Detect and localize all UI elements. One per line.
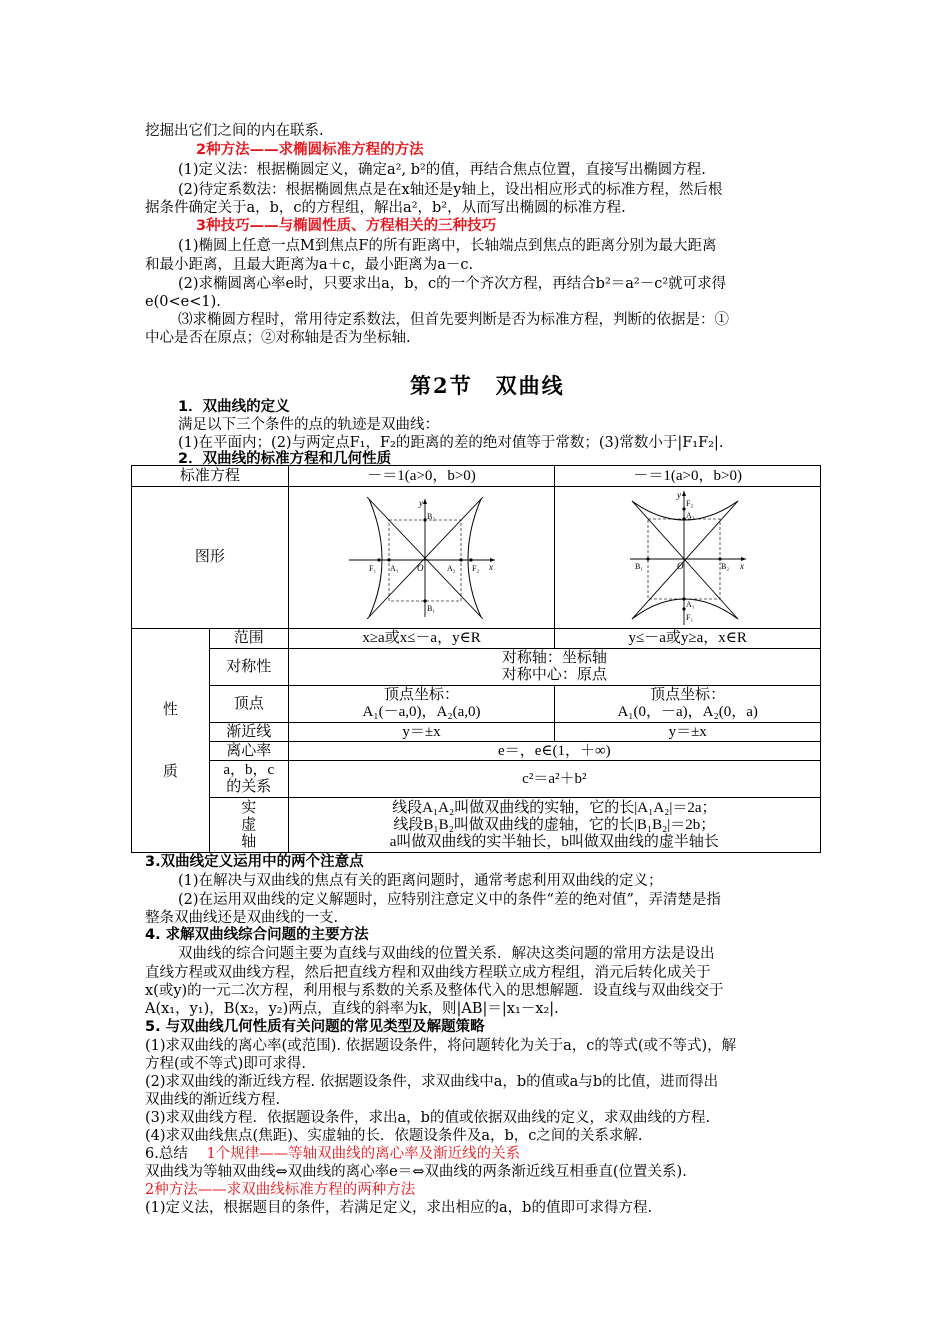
point-label: A₂ — [446, 563, 456, 573]
table-cell-text: 对称中心：原点 — [501, 667, 607, 683]
methods-heading: 2种方法——求双曲线标准方程的两种方法 — [145, 1182, 416, 1198]
table-cell-text: a叫做双曲线的实半轴长，b叫做双曲线的虚半轴长 — [389, 833, 719, 850]
heading-methods: 2种方法——求椭圆标准方程的方法 — [196, 142, 424, 158]
table-cell: x≥a或x≤－a，y∈R — [288, 629, 555, 649]
figure-cell-vertical — [555, 487, 821, 629]
point-label: F₁ — [685, 612, 693, 622]
point-label: B₂ — [720, 561, 729, 571]
table-cell-properties — [132, 629, 210, 853]
heading-tricks: 3种技巧——与椭圆性质、方程相关的三种技巧 — [196, 218, 497, 234]
heading-notes: 3.双曲线定义运用中的两个注意点 — [145, 854, 364, 870]
text-line: (4)求双曲线焦点(焦距)、实虚轴的长．依题设条件及a，b，c之间的关系求解. — [145, 1128, 643, 1144]
table-cell-vertex-1 — [288, 686, 555, 723]
table-cell: 范围 — [209, 629, 288, 649]
axis-label-x: x — [488, 561, 493, 572]
text-line: (2)待定系数法：根据椭圆焦点是在x轴还是y轴上，设出相应形式的标准方程，然后根 — [178, 182, 723, 198]
point-label: F₁ — [368, 563, 376, 573]
table-cell-text: 顶点坐标： — [384, 687, 460, 703]
table-cell: 对称性 — [209, 649, 288, 686]
table-cell: 顶点 — [209, 686, 288, 723]
text-line: 双曲线的综合问题主要为直线与双曲线的位置关系．解决这类问题的常用方法是设出 — [178, 946, 715, 962]
heading-properties: 2．双曲线的标准方程和几何性质 — [178, 451, 392, 467]
section-title: 第2节 双曲线 — [410, 373, 565, 398]
table-cell-text: 质 — [162, 763, 178, 780]
text-line: e(0<e<1). — [145, 294, 221, 310]
text-line: 直线方程或双曲线方程，然后把直线方程和双曲线方程联立成方程组，消元后转化成关于 — [145, 965, 711, 981]
table-cell-relation — [209, 761, 288, 798]
hyperbola-horizontal-figure — [347, 497, 497, 619]
point-label: B₁ — [634, 561, 643, 571]
text-line: (1)在解决与双曲线的焦点有关的距离问题时，通常考虑利用双曲线的定义； — [178, 873, 663, 889]
text-line: (1)椭圆上任意一点M到焦点F的所有距离中，长轴端点到焦点的距离分别为最大距离 — [178, 238, 717, 254]
text-line: 中心是否在原点；②对称轴是否为坐标轴. — [145, 330, 411, 346]
table-cell: y＝±x — [288, 723, 555, 742]
rule-heading: 1个规律——等轴双曲线的离心率及渐近线的关系 — [206, 1146, 521, 1162]
point-label: O — [676, 560, 684, 571]
text-line: 挖掘出它们之间的内在联系. — [145, 123, 324, 139]
table-cell: c²＝a²＋b² — [288, 761, 820, 798]
table-cell-text: 的关系 — [226, 779, 272, 795]
text-line: 和最小距离，且最大距离为a＋c，最小距离为a－c. — [145, 257, 474, 273]
table-cell-text: A₁(0，－a)，A₂(0，a) — [617, 704, 758, 720]
axis-label-x: x — [739, 560, 744, 571]
point-label: A₁ — [685, 599, 695, 609]
table-cell: 离心率 — [209, 742, 288, 761]
text-line: (3)求双曲线方程．依据题设条件，求出a，b的值或依据双曲线的定义，求双曲线的方程. — [145, 1110, 711, 1126]
text-line: (2)在运用双曲线的定义解题时，应特别注意定义中的条件“差的绝对值”，弄清楚是指 — [178, 892, 721, 908]
text-line: x(或y)的一元二次方程，利用根与系数的关系及整体代入的思想解题．设直线与双曲线交于 — [145, 983, 724, 999]
table-cell-text: 实 — [241, 799, 257, 816]
table-cell-text: 虚 — [241, 816, 257, 833]
table-cell-text: 轴 — [241, 833, 257, 850]
table-cell-axes — [209, 798, 288, 853]
text-line: 双曲线为等轴双曲线⇔双曲线的离心率e＝⇔双曲线的两条渐近线互相垂直(位置关系). — [145, 1164, 687, 1180]
heading-strategies: 5. 与双曲线几何性质有关问题的常见类型及解题策略 — [145, 1019, 485, 1035]
properties-table — [131, 465, 821, 853]
table-cell: y＝±x — [555, 723, 821, 742]
text-line: 整条双曲线还是双曲线的一支. — [145, 910, 339, 926]
table-cell-text: a，b，c — [223, 762, 275, 778]
text-line: (1)定义法，根据题目的条件，若满足定义，求出相应的a，b的值即可求得方程. — [145, 1200, 653, 1216]
heading-methods-hyperbola: 4. 求解双曲线综合问题的主要方法 — [145, 927, 369, 943]
text-line: (1)求双曲线的离心率(或范围). 依据题设条件，将问题转化为关于a，c的等式(或不等式)，解 — [145, 1038, 737, 1054]
point-label: B₂ — [426, 511, 435, 521]
point-label: A₂ — [685, 510, 695, 520]
table-cell: －＝1(a>0，b>0) — [288, 466, 555, 487]
table-cell-vertex-2 — [555, 686, 821, 723]
text-line: (1)定义法：根据椭圆定义，确定a², b²的值，再结合焦点位置，直接写出椭圆方程. — [178, 162, 706, 178]
text-line: 双曲线的渐近线方程. — [145, 1092, 281, 1108]
figure-cell-horizontal — [288, 487, 555, 629]
axis-label-y: y — [676, 489, 681, 500]
text-line: (1)在平面内；(2)与两定点F₁，F₂的距离的差的绝对值等于常数；(3)常数小于|F₁F₂|. — [178, 435, 724, 451]
text-line: A(x₁，y₁)，B(x₂，y₂)两点，直线的斜率为k，则|AB|＝|x₁－x₂|. — [145, 1001, 559, 1017]
table-cell: －＝1(a>0，b>0) — [555, 466, 821, 487]
point-label: F₂ — [685, 498, 693, 508]
summary-label: 6.总结 — [145, 1146, 188, 1162]
summary-line — [145, 1144, 825, 1164]
table-cell-text: 线段B₁B₂叫做双曲线的虚轴，它的长|B₁B₂|＝2b； — [393, 816, 716, 833]
point-label: F₂ — [471, 563, 479, 573]
heading-definition: 1．双曲线的定义 — [178, 399, 290, 415]
table-cell-text: A₁(－a,0)，A₂(a,0) — [362, 704, 481, 720]
axis-label-y: y — [418, 497, 423, 508]
text-line: 满足以下三个条件的点的轨迹是双曲线： — [178, 417, 439, 433]
text-line: 据条件确定关于a，b，c的方程组，解出a²，b²，从而写出椭圆的标准方程. — [145, 200, 626, 216]
table-cell-text: 线段A₁A₂叫做双曲线的实轴，它的长|A₁A₂|＝2a； — [392, 799, 717, 816]
text-line: ⑶求椭圆方程时，常用待定系数法，但首先要判断是否为标准方程，判断的依据是：① — [178, 312, 729, 328]
point-label: O — [416, 562, 424, 573]
table-cell-text: 对称轴：坐标轴 — [501, 650, 607, 666]
table-cell: y≤－a或y≥a，x∈R — [555, 629, 821, 649]
text-line: 方程(或不等式)即可求得. — [145, 1056, 306, 1072]
table-cell: e＝，e∈(1，＋∞) — [288, 742, 820, 761]
table-cell: 渐近线 — [209, 723, 288, 742]
table-cell-text: 性 — [162, 701, 178, 718]
table-cell: 图形 — [132, 487, 289, 629]
text-line: (2)求双曲线的渐近线方程. 依据题设条件，求双曲线中a，b的值或a与b的比值，进而得出 — [145, 1074, 719, 1090]
text-line: (2)求椭圆离心率e时，只要求出a，b，c的一个齐次方程，再结合b²＝a²－c²就可求得 — [178, 276, 727, 292]
table-cell-axes-desc — [288, 798, 820, 853]
hyperbola-vertical-figure — [628, 489, 748, 627]
table-cell-symmetry — [288, 649, 820, 686]
table-cell: 标准方程 — [132, 466, 289, 487]
point-label: B₁ — [426, 603, 435, 613]
point-label: A₁ — [389, 563, 399, 573]
table-cell-text: 顶点坐标： — [650, 687, 726, 703]
